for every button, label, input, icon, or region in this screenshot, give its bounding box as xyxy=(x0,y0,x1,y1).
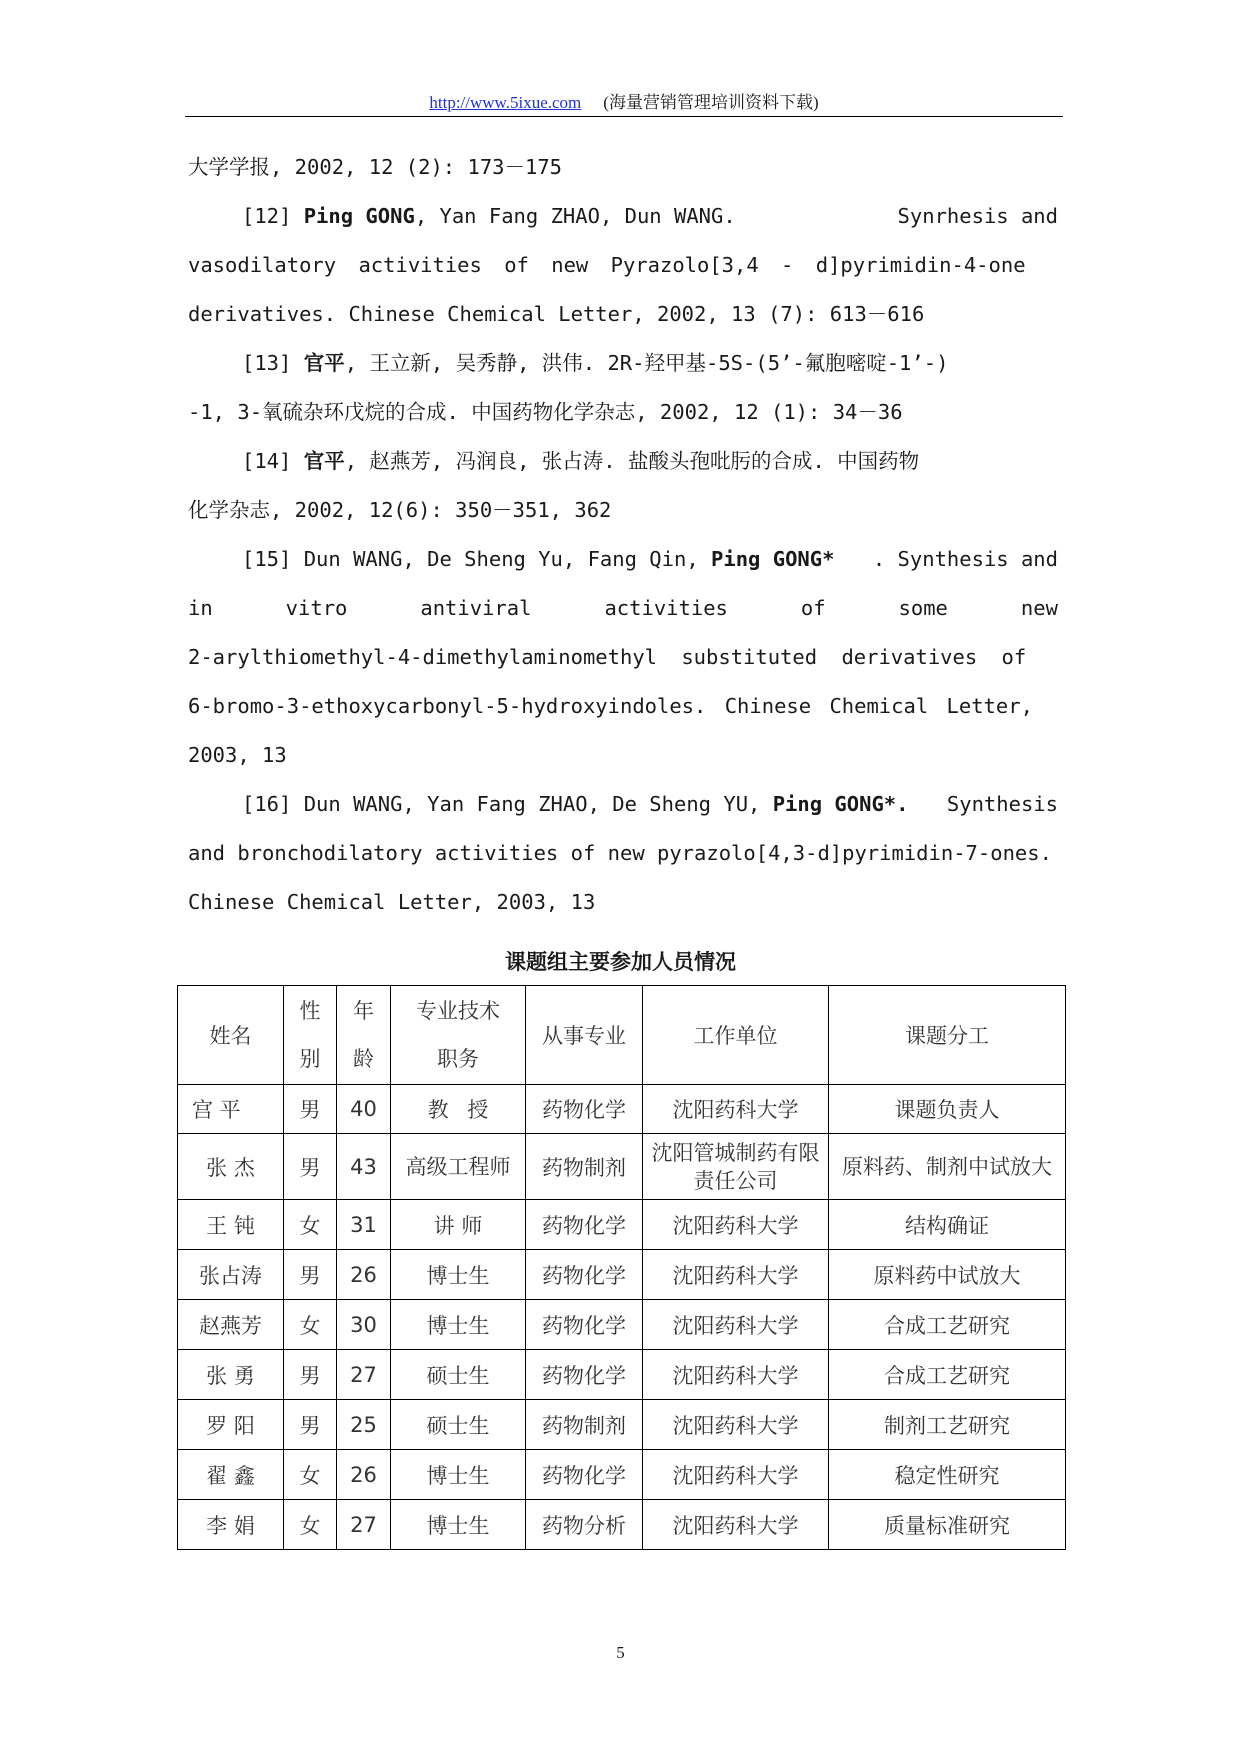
ref-12-line-3: derivatives. Chinese Chemical Letter, 2002, 13 (7): 613－616 xyxy=(188,302,925,326)
header-major: 从事专业 xyxy=(526,986,643,1085)
cell-major: 药物化学 xyxy=(526,1300,643,1350)
cell-gender: 男 xyxy=(284,1350,337,1400)
table-caption: 课题组主要参加人员情况 xyxy=(505,950,736,974)
cell-title: 高级工程师 xyxy=(391,1134,526,1200)
cell-name: 宫 平 xyxy=(178,1085,284,1134)
table-row xyxy=(178,1134,1066,1200)
ref-13-line-1: [13] 官平, 王立新, 吴秀静, 洪伟. 2R-羟甲基-5S-(5’-氟胞嘧啶-1’-) xyxy=(242,351,949,375)
cell-gender: 女 xyxy=(284,1450,337,1500)
staff-table xyxy=(177,985,1066,1550)
ref-15-lead: [15] Dun WANG, De Sheng Yu, Fang Qin, Ping GONG* xyxy=(242,547,835,571)
cell-title: 博士生 xyxy=(391,1450,526,1500)
cell-title: 博士生 xyxy=(391,1500,526,1550)
cell-gender: 男 xyxy=(284,1134,337,1200)
cell-unit: 沈阳药科大学 xyxy=(643,1500,829,1550)
ref-16-bold-author: Ping GONG*. xyxy=(772,792,909,816)
ref-15-line-2: in vitro antiviral activities of some new xyxy=(188,596,1058,620)
cell-task: 原料药、制剂中试放大 xyxy=(829,1134,1066,1200)
cell-age: 26 xyxy=(337,1250,391,1300)
cell-age: 25 xyxy=(337,1400,391,1450)
cell-task: 合成工艺研究 xyxy=(829,1300,1066,1350)
ref-14-line-1: [14] 官平, 赵燕芳, 冯润良, 张占涛. 盐酸头孢吡肟的合成. 中国药物 xyxy=(242,449,920,473)
cell-task: 结构确证 xyxy=(829,1200,1066,1250)
ref-12-title-start: Synrhesis and xyxy=(897,204,1058,228)
page-header xyxy=(185,88,1063,116)
cell-name: 赵燕芳 xyxy=(178,1300,284,1350)
ref-14-line-2: 化学杂志, 2002, 12(6): 350－351, 362 xyxy=(188,498,612,522)
cell-title: 教 授 xyxy=(391,1085,526,1134)
cell-task: 课题负责人 xyxy=(829,1085,1066,1134)
ref-16-title-start: Synthesis xyxy=(946,792,1058,816)
cell-title: 硕士生 xyxy=(391,1400,526,1450)
cell-name: 王 钝 xyxy=(178,1200,284,1250)
cell-age: 30 xyxy=(337,1300,391,1350)
cell-age: 27 xyxy=(337,1500,391,1550)
header-task: 课题分工 xyxy=(829,986,1066,1085)
header-age: 年 龄 xyxy=(337,986,391,1085)
page-number: 5 xyxy=(616,1643,625,1662)
table-row xyxy=(178,1500,1066,1550)
cell-major: 药物制剂 xyxy=(526,1400,643,1450)
cell-gender: 女 xyxy=(284,1200,337,1250)
cell-unit: 沈阳药科大学 xyxy=(643,1250,829,1300)
ref-16-line-2: and bronchodilatory activities of new pyrazolo[4,3-d]pyrimidin-7-ones. xyxy=(188,841,1052,865)
cell-name: 张 杰 xyxy=(178,1134,284,1200)
table-row xyxy=(178,1200,1066,1250)
cell-major: 药物化学 xyxy=(526,1200,643,1250)
cell-unit: 沈阳药科大学 xyxy=(643,1085,829,1134)
ref-16-lead: [16] Dun WANG, Yan Fang ZHAO, De Sheng YU, Ping GONG*. xyxy=(242,792,909,816)
cell-name: 李 娟 xyxy=(178,1500,284,1550)
header-gender: 性 别 xyxy=(284,986,337,1085)
cell-age: 27 xyxy=(337,1350,391,1400)
header-rule xyxy=(185,116,1063,117)
cell-title: 博士生 xyxy=(391,1250,526,1300)
ref-15-line-5: 2003, 13 xyxy=(188,743,287,767)
cell-name: 翟 鑫 xyxy=(178,1450,284,1500)
cell-title: 硕士生 xyxy=(391,1350,526,1400)
table-row xyxy=(178,1350,1066,1400)
ref-13-line-2: -1, 3-氧硫杂环戊烷的合成. 中国药物化学杂志, 2002, 12 (1): 34－36 xyxy=(188,400,903,424)
cell-task: 稳定性研究 xyxy=(829,1450,1066,1500)
ref-14-bold-author: 官平 xyxy=(303,449,345,473)
ref-15-title-start: . Synthesis and xyxy=(872,547,1058,571)
cell-name: 张占涛 xyxy=(178,1250,284,1300)
cell-task: 合成工艺研究 xyxy=(829,1350,1066,1400)
cell-unit: 沈阳药科大学 xyxy=(643,1300,829,1350)
cell-unit: 沈阳管城制药有限责任公司 xyxy=(643,1134,829,1200)
ref-15-line-1 xyxy=(242,544,1058,574)
cell-major: 药物化学 xyxy=(526,1350,643,1400)
cell-task: 制剂工艺研究 xyxy=(829,1400,1066,1450)
cell-unit: 沈阳药科大学 xyxy=(643,1400,829,1450)
ref-16-line-1 xyxy=(242,789,1058,819)
cell-task: 原料药中试放大 xyxy=(829,1250,1066,1300)
cell-major: 药物化学 xyxy=(526,1250,643,1300)
cell-task: 质量标准研究 xyxy=(829,1500,1066,1550)
header-note: (海量营销管理培训资料下载) xyxy=(603,93,819,112)
ref-15-bold-author: Ping GONG* xyxy=(711,547,835,571)
ref-12-lead: [12] Ping GONG, Yan Fang ZHAO, Dun WANG. xyxy=(242,204,736,228)
header-name: 姓名 xyxy=(178,986,284,1085)
table-row xyxy=(178,1400,1066,1450)
cell-major: 药物化学 xyxy=(526,1450,643,1500)
ref-15-line-4: 6-bromo-3-ethoxycarbonyl-5-hydroxyindoles. Chinese Chemical Letter, xyxy=(188,694,1033,718)
cell-age: 31 xyxy=(337,1200,391,1250)
ref-12-line-2: vasodilatory activities of new Pyrazolo[3,4 - d]pyrimidin-4-one xyxy=(188,253,1026,277)
cell-title: 博士生 xyxy=(391,1300,526,1350)
header-link[interactable]: http://www.5ixue.com xyxy=(429,93,582,112)
cell-age: 26 xyxy=(337,1450,391,1500)
cell-title: 讲 师 xyxy=(391,1200,526,1250)
table-row xyxy=(178,1085,1066,1134)
cell-unit: 沈阳药科大学 xyxy=(643,1350,829,1400)
cell-age: 40 xyxy=(337,1085,391,1134)
cell-gender: 男 xyxy=(284,1400,337,1450)
ref-16-line-3: Chinese Chemical Letter, 2003, 13 xyxy=(188,890,596,914)
header-unit: 工作单位 xyxy=(643,986,829,1085)
table-row xyxy=(178,1300,1066,1350)
cell-major: 药物制剂 xyxy=(526,1134,643,1200)
cell-age: 43 xyxy=(337,1134,391,1200)
table-header-row xyxy=(178,986,1066,1085)
ref-11-tail: 大学学报, 2002, 12 (2): 173－175 xyxy=(188,155,563,179)
ref-12-line-1 xyxy=(242,201,1058,231)
cell-gender: 男 xyxy=(284,1085,337,1134)
cell-major: 药物分析 xyxy=(526,1500,643,1550)
ref-12-bold-author: Ping GONG xyxy=(303,204,415,228)
table-row xyxy=(178,1450,1066,1500)
header-title: 专业技术 职务 xyxy=(391,986,526,1085)
cell-gender: 男 xyxy=(284,1250,337,1300)
cell-name: 张 勇 xyxy=(178,1350,284,1400)
cell-name: 罗 阳 xyxy=(178,1400,284,1450)
ref-13-bold-author: 官平 xyxy=(303,351,345,375)
cell-gender: 女 xyxy=(284,1500,337,1550)
cell-unit: 沈阳药科大学 xyxy=(643,1200,829,1250)
ref-15-line-3: 2-arylthiomethyl-4-dimethylaminomethyl substituted derivatives of xyxy=(188,645,1027,669)
cell-major: 药物化学 xyxy=(526,1085,643,1134)
table-row xyxy=(178,1250,1066,1300)
cell-gender: 女 xyxy=(284,1300,337,1350)
cell-unit: 沈阳药科大学 xyxy=(643,1450,829,1500)
